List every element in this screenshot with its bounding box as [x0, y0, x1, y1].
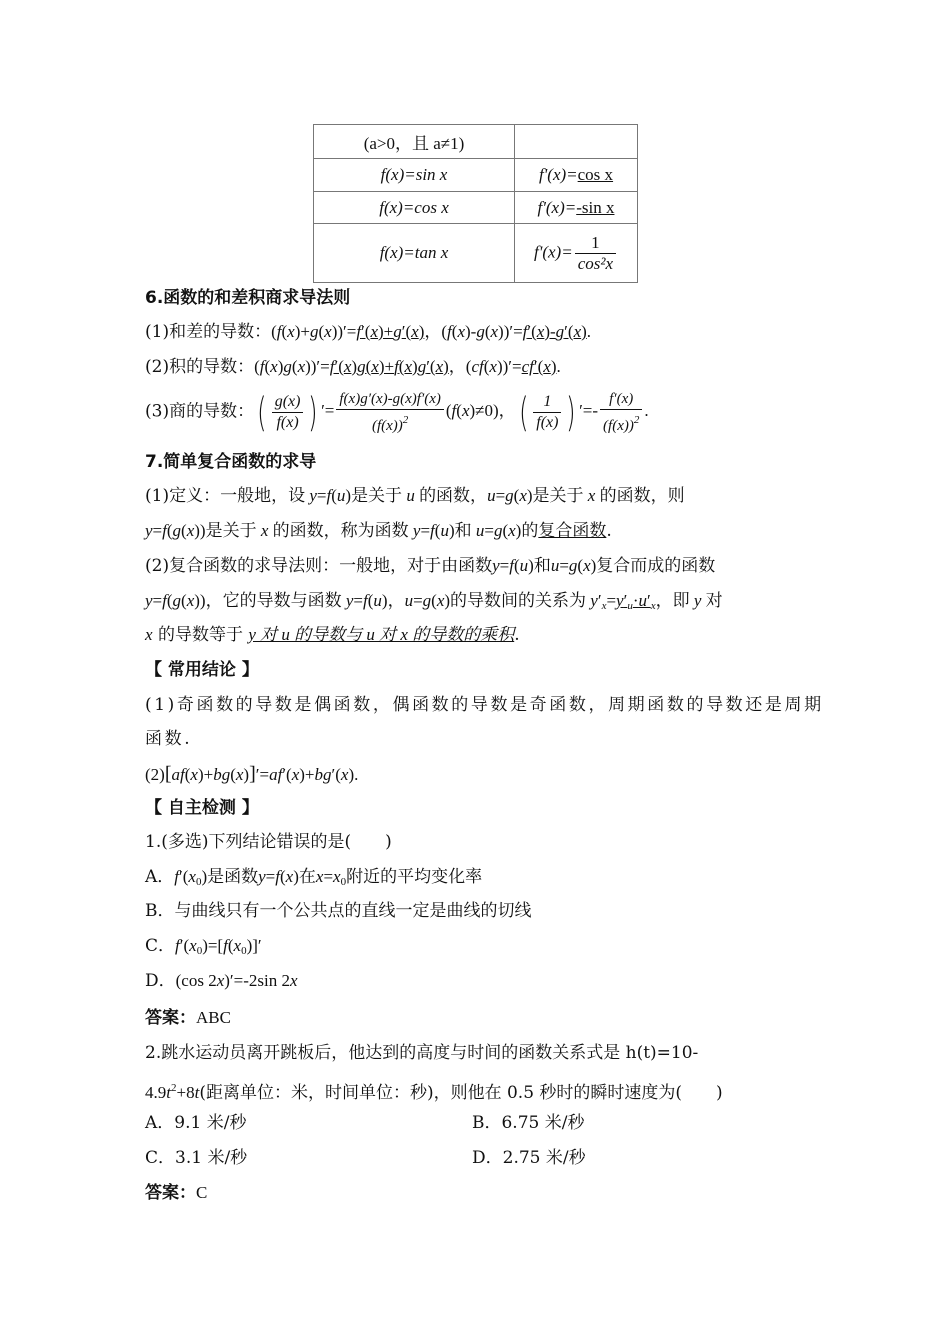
formula-text: f(x)=cos x — [379, 197, 449, 217]
formula-prefix: f'(x)= — [533, 241, 573, 261]
table-cell — [515, 125, 638, 159]
option-c: C．3.1 米/秒 — [145, 1148, 248, 1168]
rule-line: (2)复合函数的求导法则：一般地，对于由函数y=f(u)和u=g(x)复合而成的函数 — [145, 556, 716, 576]
answer-line — [145, 1006, 815, 1030]
option-b: B．6.75 米/秒 — [472, 1113, 585, 1133]
answer-blank: 复合函数 — [538, 521, 607, 541]
answer-blank: y 对 u 的导数与 u 对 x 的导数的乘积 — [248, 625, 515, 644]
section-heading: 7.简单复合函数的求导 — [145, 452, 317, 472]
item-label: (1)定义：一般地，设 — [145, 486, 306, 506]
fraction-denominator: cos²x — [577, 253, 613, 273]
rule-product: (2)积的导数：(f(x)g(x))′=f′(x)g(x)+f(x)g′(x)，(cf(x))′=cf′(x). — [145, 357, 561, 377]
table-row — [314, 192, 638, 224]
formula-text: f(x)=sin x — [380, 165, 448, 184]
table-cell: (a>0，且 a≠1) — [314, 125, 515, 159]
option-label: C． — [145, 936, 176, 956]
table-row — [314, 125, 638, 159]
table-cell — [515, 224, 638, 283]
option-d: D．(cos 2x)′=-2sin 2x — [145, 971, 298, 991]
formula-prefix: f'(x)= — [537, 197, 577, 217]
option-text: 附近的平均变化率 — [346, 867, 483, 887]
answer-label: 答案： — [145, 1183, 196, 1203]
rule-line: y=f(g(x))，它的导数与函数 y=f(u)，u=g(x)的导数间的关系为 $y'_x=y'_u\cdot u'_x$，即 y 对 — [145, 591, 723, 612]
option-text: 是函数 — [207, 867, 259, 887]
options-row — [145, 1111, 815, 1135]
fraction — [575, 233, 616, 274]
selfcheck-heading: 【 自主检测 】 — [145, 798, 259, 818]
conclusions-heading: 【 常用结论 】 — [145, 660, 259, 680]
table-cell — [314, 159, 515, 192]
option-b: B．与曲线只有一个公共点的直线一定是曲线的切线 — [145, 901, 532, 921]
formula-prefix: f'(x)= — [538, 165, 578, 184]
option-d: D．2.75 米/秒 — [472, 1148, 586, 1168]
question-stem: 1.(多选)下列结论错误的是( ) — [145, 832, 392, 852]
option-label: D． — [145, 971, 176, 991]
table-cell — [515, 159, 638, 192]
item-label: (1)和差的导数： — [145, 322, 272, 342]
answer-blank: -sin x — [576, 197, 615, 217]
answer-blank: cos x — [577, 165, 614, 184]
derivative-table — [313, 124, 638, 283]
options-row — [145, 1146, 815, 1170]
answer-line — [145, 1181, 815, 1205]
table-cell — [515, 192, 638, 224]
option-label: A． — [145, 867, 175, 887]
rule-quotient: (3)商的导数：( $\frac{g(x)}{f(x)}$ ) ′= $\frac{f(x)g'(x)-g(x)f'(x)}{(f(x))^2}$ (f(x)≠0)，( $\frac{1}{f(x)}$ ) ′=- $\frac{f'(x)}{(f(x))^2}$ . — [145, 389, 649, 436]
question-stem: 2.跳水运动员离开跳板后，他达到的高度与时间的函数关系式是 h(t)=10- — [145, 1043, 699, 1063]
rule-sum: (1)和差的导数：(f(x)+g(x))′=f′(x)+g′(x)，(f(x)-g(x))′=f′(x)-g′(x). — [145, 322, 592, 342]
option-a: A．9.1 米/秒 — [145, 1113, 247, 1133]
rule-line: x 的导数等于 y 对 u 的导数与 u 对 x 的导数的乘积. — [145, 625, 520, 645]
conclusion-item: (1)奇函数的导数是偶函数，偶函数的导数是奇函数，周期函数的导数还是周期 — [145, 695, 824, 715]
item-label: (3)商的导数： — [145, 401, 255, 422]
question-stem: $4.9t^2+8t$(距离单位：米，时间单位：秒)，则他在 0.5 秒时的瞬时速度为( ) — [145, 1082, 723, 1103]
answer-value: ABC — [196, 1008, 231, 1027]
formula-text: f(x)=tan x — [379, 243, 449, 262]
fraction-numerator: 1 — [575, 233, 616, 254]
conclusion-item: (2)[af(x)+bg(x)]′=af′(x)+bg′(x). — [145, 763, 359, 785]
table-cell — [314, 192, 515, 224]
answer-value: C — [196, 1183, 208, 1202]
section-heading: 6.函数的和差积商求导法则 — [145, 288, 351, 308]
definition-line: (1)定义：一般地，设 y=f(u)是关于 u 的函数，u=g(x)是关于 x 的函数，则 — [145, 486, 685, 506]
table-row — [314, 224, 638, 283]
item-label: (2)复合函数的求导法则：一般地，对于由函数 — [145, 556, 493, 576]
option-a: A．$f'(x_0)$是函数y=f(x)在$x=x_0$附近的平均变化率 — [145, 867, 483, 888]
answer-label: 答案： — [145, 1008, 196, 1028]
item-label: (2)积的导数： — [145, 357, 255, 377]
table-row — [314, 159, 638, 192]
option-c: C．$f'(x_0)=[f(x_0)]'$ — [145, 936, 262, 957]
definition-line: y=f(g(x))是关于 x 的函数，称为函数 y=f(u)和 u=g(x)的复合函数. — [145, 521, 612, 541]
conclusion-item: 函数. — [145, 729, 193, 749]
table-cell — [314, 224, 515, 283]
